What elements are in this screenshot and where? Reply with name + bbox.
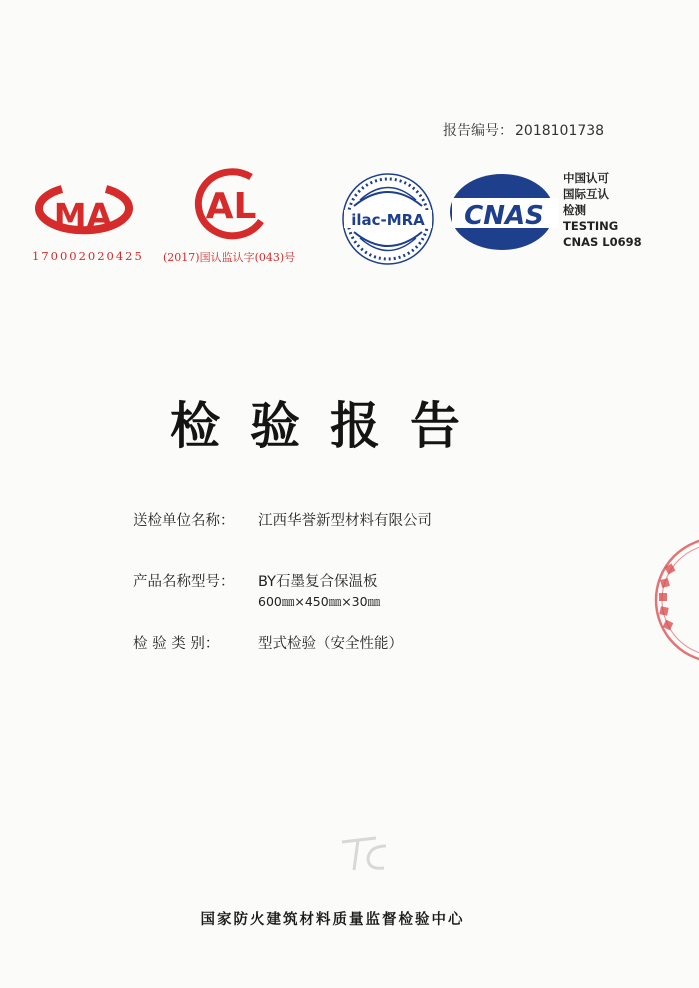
- faint-watermark: [336, 832, 396, 877]
- inspection-type-field: [0, 632, 699, 654]
- product-spec: 600㎜×450㎜×30㎜: [258, 594, 381, 609]
- cnas-line: 检测: [563, 203, 586, 217]
- cnas-line: CNAS L0698: [563, 235, 642, 249]
- client-value: 江西华誉新型材料有限公司: [258, 513, 432, 529]
- cnas-line: 中国认可: [563, 171, 609, 185]
- issuing-organization: 国家防火建筑材料质量监督检验中心: [200, 912, 465, 928]
- cnas-line: TESTING: [563, 219, 619, 233]
- client-label: 送检单位名称：: [133, 513, 235, 529]
- client-field: [0, 509, 699, 531]
- cnas-logo-text: CNAS: [464, 201, 544, 231]
- cma-logo: [30, 180, 138, 245]
- cnas-line: 国际互认: [563, 187, 609, 201]
- report-number-label: 报告编号：: [443, 123, 513, 139]
- document-title: 检验报告: [170, 396, 490, 455]
- cnas-logo: [446, 172, 562, 252]
- ilac-mra-logo: [338, 170, 438, 268]
- cma-number: 170002020425: [32, 249, 144, 263]
- inspection-type-value: 型式检验（安全性能）: [258, 636, 403, 652]
- report-number: [443, 120, 604, 140]
- cal-logo: [183, 163, 279, 243]
- report-number-value: 2018101738: [515, 123, 605, 139]
- ilac-logo-text: ilac-MRA: [351, 211, 425, 229]
- cma-logo-text: MA: [53, 196, 113, 235]
- inspection-type-label: 检 验 类 别：: [133, 636, 220, 652]
- product-value: BY石墨复合保温板: [258, 574, 378, 590]
- product-label: 产品名称型号：: [133, 574, 235, 590]
- cnas-accreditation-text: [563, 170, 642, 250]
- official-seal-fragment: [640, 535, 699, 665]
- product-field: [0, 570, 699, 610]
- cal-logo-text: AL: [205, 186, 257, 227]
- cal-number: (2017)国认监认字(043)号: [163, 251, 296, 264]
